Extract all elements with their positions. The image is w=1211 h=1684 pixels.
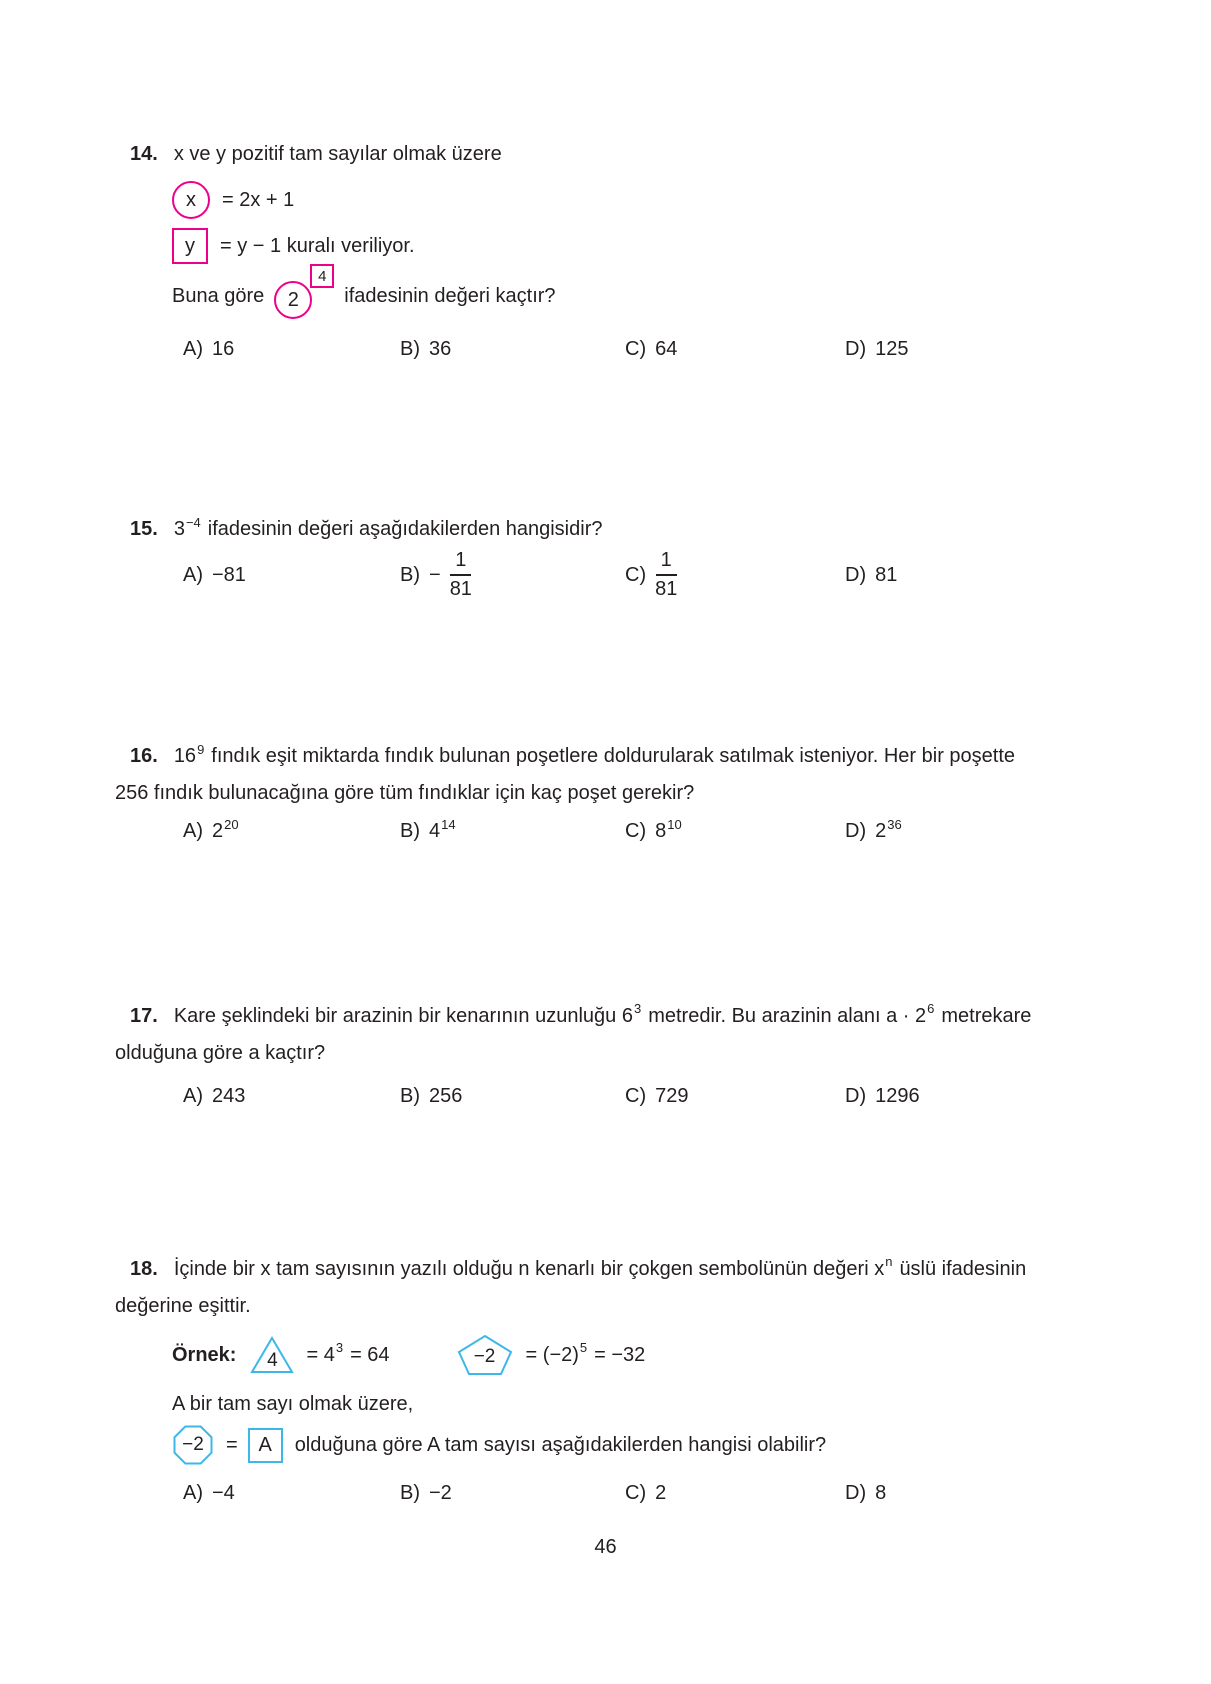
option-value xyxy=(655,817,682,843)
q18-eq1-exp: 3 xyxy=(335,1339,344,1355)
q14-stem-prefix: Buna göre xyxy=(172,284,265,307)
q15-option-b xyxy=(400,548,472,602)
option-value: 8 xyxy=(875,1482,887,1504)
q17-text1: Kare şeklindeki bir arazinin bir kenarının uzunluğu 6 xyxy=(173,1005,633,1027)
fraction-numerator: 1 xyxy=(656,549,677,576)
q18-number: 18. xyxy=(130,1258,158,1280)
q14-option-b xyxy=(400,338,451,361)
option-label: B) xyxy=(400,1085,420,1107)
q14-rule2-line xyxy=(172,228,415,264)
q18-options xyxy=(0,1482,1211,1512)
q15-options xyxy=(0,548,1211,602)
q18-eq2-text1: = (−2) xyxy=(525,1343,579,1366)
option-value: −4 xyxy=(212,1482,235,1504)
option-exponent: 36 xyxy=(887,817,902,832)
q16-options xyxy=(0,817,1211,852)
q18-option-d xyxy=(845,1482,886,1505)
option-label: D) xyxy=(845,1482,867,1504)
q14-exponent-value: 4 xyxy=(318,267,327,285)
option-label: A) xyxy=(183,1085,203,1107)
option-label: D) xyxy=(845,338,867,360)
q15-option-d xyxy=(845,548,897,602)
option-label: C) xyxy=(625,1085,647,1107)
q14-rule2-symbol: y xyxy=(185,234,195,257)
triangle-symbol xyxy=(250,1335,294,1375)
q16-line2 xyxy=(115,782,694,805)
q18-line2-text: değerine eşittir. xyxy=(115,1295,251,1317)
q18-stem-text: olduğuna göre A tam sayısı aşağıdakilerden hangisi olabilir? xyxy=(294,1433,827,1456)
q17-line2 xyxy=(115,1042,325,1065)
option-value xyxy=(875,817,902,843)
q14-boxed-exponent xyxy=(310,264,334,288)
option-value: 64 xyxy=(655,338,678,360)
page-number: 46 xyxy=(594,1536,617,1558)
option-label: D) xyxy=(845,1085,867,1107)
q14-rule1-line xyxy=(172,181,294,219)
option-exponent: 10 xyxy=(667,817,682,832)
q17-option-c xyxy=(625,1085,688,1108)
option-value: 81 xyxy=(875,563,898,586)
q17-options xyxy=(0,1085,1211,1115)
q15-option-a xyxy=(183,548,246,602)
fraction-sign: − xyxy=(429,563,441,586)
option-base: 4 xyxy=(429,820,441,842)
q17-number: 17. xyxy=(130,1005,158,1027)
option-label: D) xyxy=(845,563,867,586)
option-label: C) xyxy=(625,338,647,360)
q14-intro-line xyxy=(130,143,502,166)
q18-example-line xyxy=(172,1333,645,1377)
option-base: 8 xyxy=(655,820,667,842)
option-label: B) xyxy=(400,1482,420,1504)
q15-option-c xyxy=(625,548,677,602)
q18-line1 xyxy=(130,1254,1027,1281)
q16-expression xyxy=(173,742,205,768)
q15-stem-text: ifadesinin değeri aşağıdakilerden hangisidir? xyxy=(207,518,603,540)
option-value: 36 xyxy=(429,338,452,360)
q18-eq2-exp: 5 xyxy=(579,1339,588,1355)
q18-text2: üslü ifadesinin xyxy=(899,1258,1027,1280)
option-value: 2 xyxy=(655,1482,667,1504)
q18-option-c xyxy=(625,1482,666,1505)
fraction xyxy=(655,549,677,601)
q18-equals-sign: = xyxy=(226,1433,238,1456)
q16-base: 16 xyxy=(173,745,197,767)
q18-line2 xyxy=(115,1295,251,1318)
page-number-row xyxy=(0,1536,1211,1559)
q18-line3 xyxy=(172,1393,413,1416)
q16-exponent: 9 xyxy=(197,742,205,757)
option-value: −81 xyxy=(212,563,246,586)
q14-boxed-y-symbol xyxy=(172,228,208,264)
q16-option-b xyxy=(400,817,456,843)
q14-rule1-symbol: x xyxy=(186,188,196,211)
q17-exp1: 3 xyxy=(633,1001,642,1016)
q17-text2: metredir. Bu arazinin alanı a · 2 xyxy=(648,1005,927,1027)
q17-exp2: 6 xyxy=(927,1001,935,1016)
q18-eq1-text2: = 64 xyxy=(350,1343,390,1366)
q18-eq2-text2: = −32 xyxy=(594,1343,646,1366)
option-label: C) xyxy=(625,1482,647,1504)
q18-text1: İçinde bir x tam sayısının yazılı olduğu n kenarlı bir çokgen sembolünün değeri x xyxy=(173,1258,885,1280)
q16-line2-text: 256 fındık bulunacağına göre tüm fındıklar için kaç poşet gerekir? xyxy=(115,782,695,804)
q14-stem-suffix: ifadesinin değeri kaçtır? xyxy=(344,284,556,307)
q18-eq1-text1: = 4 xyxy=(306,1343,335,1366)
q17-text3: metrekare xyxy=(941,1005,1032,1027)
q14-options xyxy=(0,338,1211,368)
q14-base-value: 2 xyxy=(287,288,299,311)
option-label: C) xyxy=(625,563,647,586)
q14-intro-text: x ve y pozitif tam sayılar olmak üzere xyxy=(173,143,502,165)
option-value: 729 xyxy=(655,1085,689,1107)
option-exponent: 14 xyxy=(441,817,456,832)
q14-rule2-rhs: = y − 1 kuralı veriliyor. xyxy=(220,234,415,257)
option-label: D) xyxy=(845,820,867,842)
option-label: A) xyxy=(183,1482,203,1504)
q14-number: 14. xyxy=(130,143,158,165)
option-label: A) xyxy=(183,820,203,842)
q15-exponent: −4 xyxy=(185,515,201,530)
q18-boxed-a xyxy=(248,1428,283,1463)
q14-circled-x-symbol xyxy=(172,181,210,219)
q18-stem-line xyxy=(170,1424,826,1466)
fraction-denominator: 81 xyxy=(655,578,678,600)
fraction xyxy=(450,549,472,601)
option-base: 2 xyxy=(875,820,887,842)
q15-stem-line xyxy=(130,515,603,541)
option-label: B) xyxy=(400,820,420,842)
octagon-value: −2 xyxy=(182,1434,204,1455)
option-label: B) xyxy=(400,338,420,360)
q15-base: 3 xyxy=(173,518,185,540)
option-value: 16 xyxy=(212,338,235,360)
q17-line1 xyxy=(130,1001,1032,1028)
q14-option-a xyxy=(183,338,234,361)
q18-box-value: A xyxy=(258,1433,272,1456)
q18-exp-n: n xyxy=(885,1254,893,1269)
q16-number: 16. xyxy=(130,745,158,767)
option-value: 256 xyxy=(429,1085,463,1107)
option-label: B) xyxy=(400,563,420,586)
octagon-symbol xyxy=(170,1424,216,1466)
option-value: 243 xyxy=(212,1085,246,1107)
q16-option-d xyxy=(845,817,902,843)
q16-line1-text: fındık eşit miktarda fındık bulunan poşetlere doldurularak satılmak isteniyor. Her bir poşette xyxy=(211,745,1016,767)
q15-number: 15. xyxy=(130,518,158,540)
q17-line2-text: olduğuna göre a kaçtır? xyxy=(115,1042,326,1064)
q16-line1 xyxy=(130,742,1016,768)
q18-option-a xyxy=(183,1482,235,1505)
option-label: A) xyxy=(183,563,203,586)
q14-rule1-rhs: = 2x + 1 xyxy=(222,188,295,211)
pentagon-value: −2 xyxy=(473,1346,496,1367)
option-exponent: 20 xyxy=(224,817,239,832)
option-label: C) xyxy=(625,820,647,842)
q16-option-a xyxy=(183,817,239,843)
q15-expression xyxy=(173,515,201,541)
q14-expression xyxy=(274,267,327,319)
fraction-numerator: 1 xyxy=(450,549,471,576)
option-value xyxy=(429,817,456,843)
q14-option-d xyxy=(845,338,908,361)
pentagon-symbol xyxy=(456,1333,514,1377)
q17-option-d xyxy=(845,1085,920,1108)
triangle-value: 4 xyxy=(267,1350,278,1371)
option-value: 1296 xyxy=(875,1085,920,1107)
q16-option-c xyxy=(625,817,682,843)
q14-option-c xyxy=(625,338,677,361)
q17-option-b xyxy=(400,1085,462,1108)
q18-option-b xyxy=(400,1482,452,1505)
option-base: 2 xyxy=(212,820,224,842)
q17-option-a xyxy=(183,1085,245,1108)
option-value: 125 xyxy=(875,338,909,360)
fraction-denominator: 81 xyxy=(449,578,472,600)
q18-example-label: Örnek: xyxy=(172,1343,237,1366)
q14-stem-line xyxy=(172,267,556,318)
q14-circled-base xyxy=(274,281,312,319)
option-value: −2 xyxy=(429,1482,452,1504)
option-value xyxy=(212,817,239,843)
q18-line3-text: A bir tam sayı olmak üzere, xyxy=(172,1393,414,1415)
option-label: A) xyxy=(183,338,203,360)
